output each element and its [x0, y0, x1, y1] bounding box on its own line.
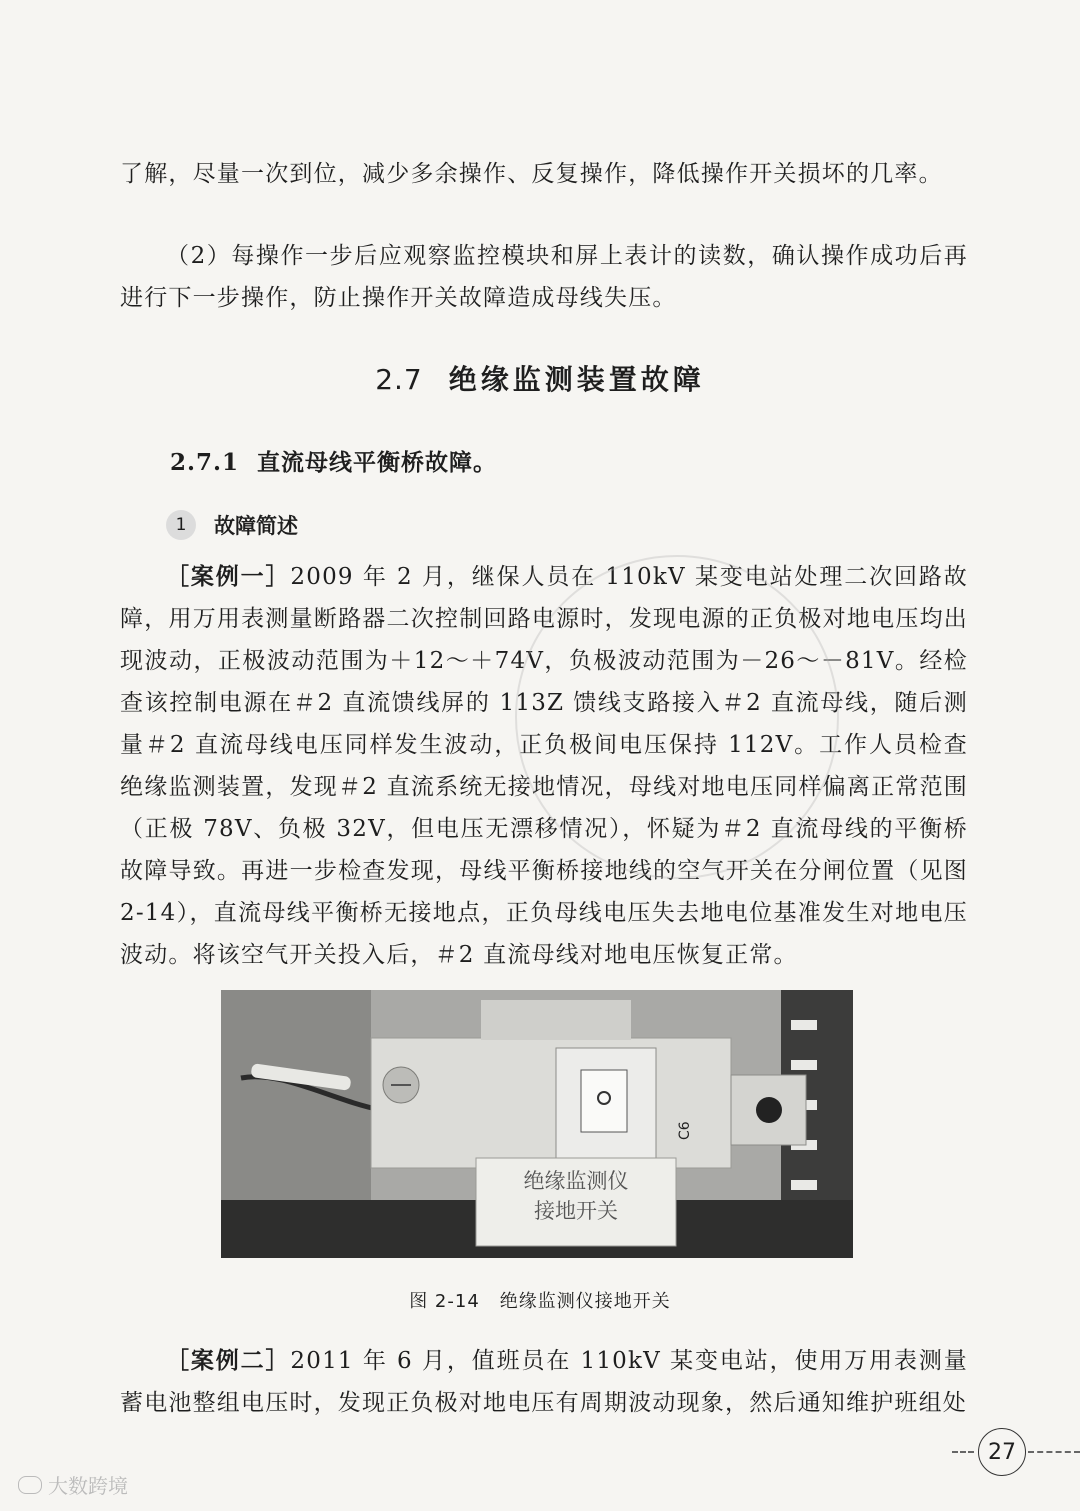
subsection-number: 2.7.1 — [170, 449, 240, 476]
page-number-dash-right — [1028, 1451, 1080, 1453]
paragraph-item-2: （2）每操作一步后应观察监控模块和屏上表计的读数，确认操作成功后再进行下一步操作，防止操作开关故障造成母线失压。 — [120, 243, 968, 311]
section-number: 2.7 — [375, 363, 423, 396]
subsection-title: 直流母线平衡桥故障。 — [257, 449, 498, 476]
case-one-text: 2009 年 2 月，继保人员在 110kV 某变电站处理二次回路故障，用万用表测量断路器二次控制回路电源时，发现电源的正负极对地电压均出现波动，正极波动范围为＋12～＋74V，负极波动范围为－26～－81V。经检查该控制电源在＃2 直流馈线屏的 113Z 馈线支路接入＃2 直流母线，随后测量＃2 直流母线电压同样发生波动，正负极间电压保持 112V。工作人员检查绝缘监测装置，发现＃2 直流系统无接地情况，母线对地电压同样偏离正常范围（正极 78V、负极 32V，但电压无漂移情况），怀疑为＃2 直流母线的平衡桥故障导致。再进一步检查发现，母线平衡桥接地线的空气开关在分闸位置（见图 2-14），直流母线平衡桥无接地点，正负母线电压失去地电位基准发生对地电压波动。将该空气开关投入后，＃2 直流母线对地电压恢复正常。 — [120, 564, 969, 968]
page-number: 27 — [978, 1428, 1026, 1476]
section-heading — [0, 358, 1080, 398]
case-two-paragraph — [120, 1340, 968, 1424]
item-title: 故障简述 — [214, 514, 298, 538]
case-two-text: 2011 年 6 月，值班员在 110kV 某变电站，使用万用表测量蓄电池整组电压时，发现正负极对地电压有周期波动现象，然后通知维护班组处 — [120, 1348, 969, 1416]
figure-caption — [0, 1287, 1080, 1313]
watermark-logo-text: 大数跨境 — [48, 1474, 128, 1498]
figure-photo — [221, 990, 853, 1258]
watermark-logo — [18, 1470, 128, 1499]
breaker-rating-mark: C6 — [677, 1121, 693, 1140]
photo-label-line2: 接地开关 — [534, 1199, 618, 1223]
section-title: 绝缘监测装置故障 — [448, 363, 705, 396]
page-number-dash-left — [952, 1451, 974, 1453]
case-two-label: ［案例二］ — [166, 1348, 291, 1374]
item-heading — [166, 510, 298, 540]
breaker-photo-illustration — [221, 990, 853, 1258]
photo-label-line1: 绝缘监测仪 — [523, 1169, 629, 1193]
figure-caption-text: 绝缘监测仪接地开关 — [499, 1291, 671, 1312]
case-one-paragraph — [120, 556, 968, 976]
subsection-heading — [170, 444, 497, 477]
case-one-label: ［案例一］ — [166, 564, 291, 590]
figure-number: 图 2-14 — [409, 1291, 480, 1312]
item-number-badge: 1 — [166, 510, 196, 540]
paragraph-continued: 了解，尽量一次到位，减少多余操作、反复操作，降低操作开关损坏的几率。 — [120, 161, 943, 187]
watermark-logo-icon — [18, 1476, 42, 1494]
